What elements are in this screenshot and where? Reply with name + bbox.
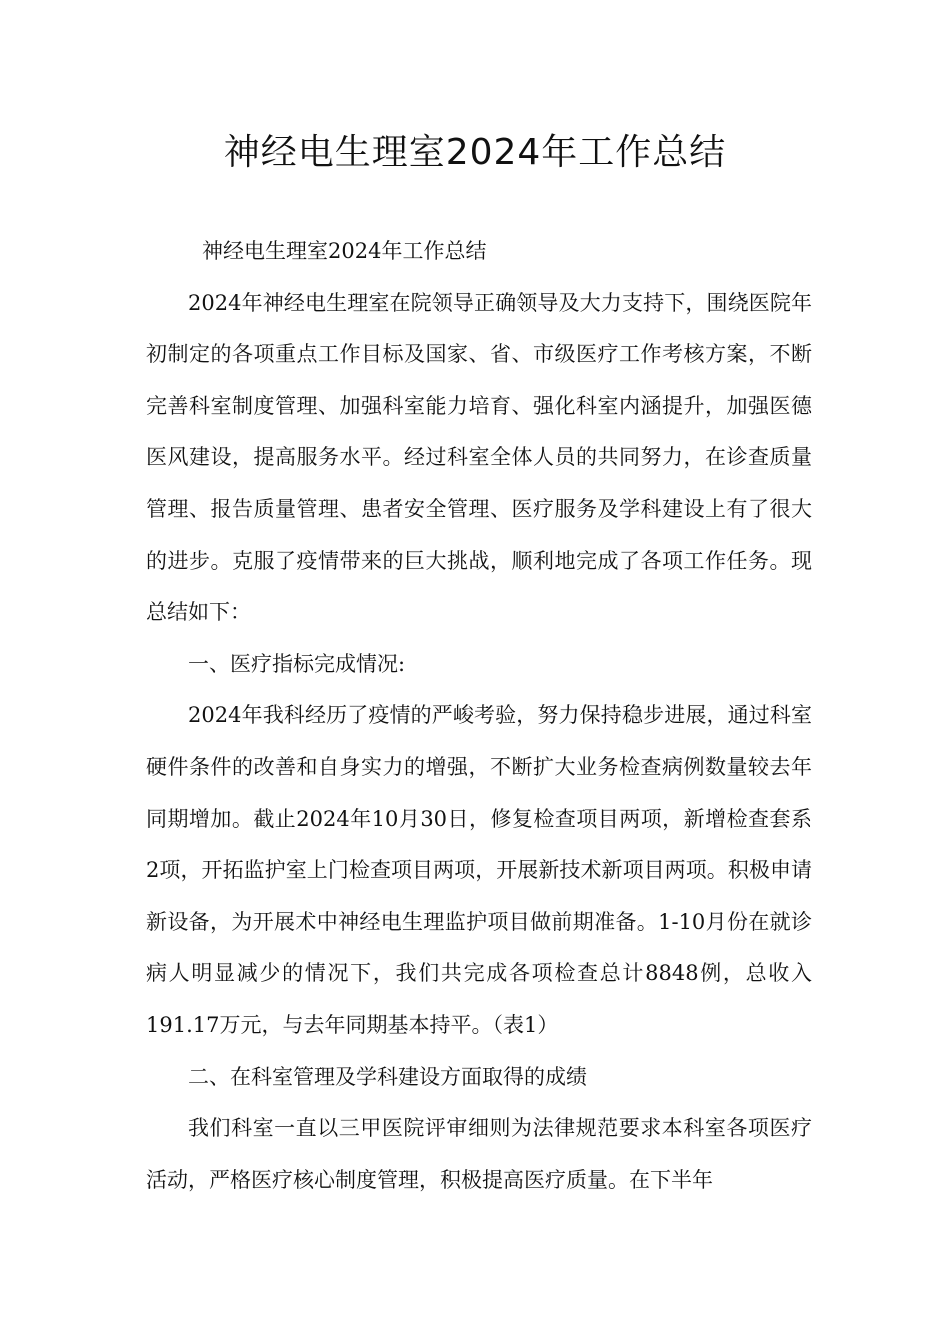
paragraph-medical-indicators: 2024年我科经历了疫情的严峻考验，努力保持稳步进展，通过科室硬件条件的改善和自身实力的增强，不断扩大业务检查病例数量较去年同期增加。截止2024年10月30日，修复检查项目两项，新增检查套系2项，开拓监护室上门检查项目两项，开展新技术新项目两项。积极申请新设备，为开展术中神经电生理监护项目做前期准备。1-10月份在就诊病人明显减少的情况下，我们共完成各项检查总计8848例，总收入191.17万元，与去年同期基本持平。（表1） (146, 703, 812, 1037)
paragraph-intro: 2024年神经电生理室在院领导正确领导及大力支持下，围绕医院年初制定的各项重点工作目标及国家、省、市级医疗工作考核方案，不断完善科室制度管理、加强科室能力培育、强化科室内涵提升，加强医德医风建设，提高服务水平。经过科室全体人员的共同努力，在诊查质量管理、报告质量管理、患者安全管理、医疗服务及学科建设上有了很大的进步。克服了疫情带来的巨大挑战，顺利地完成了各项工作任务。现总结如下： (146, 290, 812, 625)
paragraph-management: 我们科室一直以三甲医院评审细则为法律规范要求本科室各项医疗活动，严格医疗核心制度管理，积极提高医疗质量。在下半年 (146, 1116, 812, 1192)
document-title: 神经电生理室2024年工作总结 (223, 132, 727, 173)
document-subtitle: 神经电生理室2024年工作总结 (202, 239, 487, 263)
document-body (146, 226, 812, 1206)
section-heading-medical-indicators: 一、医疗指标完成情况: (188, 651, 406, 676)
section-heading-management: 二、在科室管理及学科建设方面取得的成绩 (188, 1064, 587, 1089)
